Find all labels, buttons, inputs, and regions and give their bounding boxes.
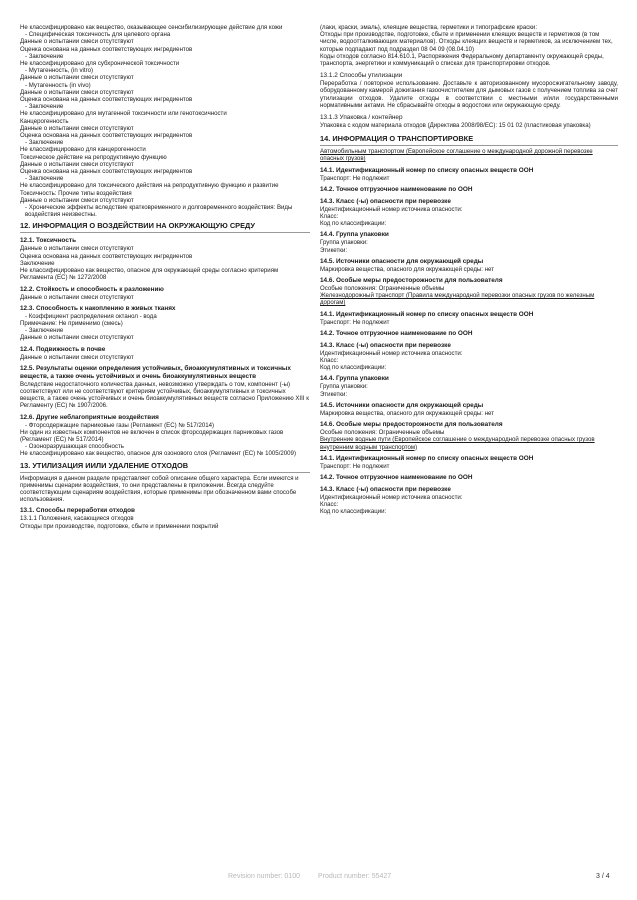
text-line: Идентификационный номер источника опасности:: [320, 349, 463, 357]
text-line: Вследствие недостаточного количества данных, невозможно утверждать о том, компонент (-ы) соответствуют или не соответствуют критериям устойчивых, биоаккумулятивных и токсичных веществ, а также очень устойчивых и очень биоаккумулятивных веществ согласно Приложению XIII к Регламенту (ЕС) № 1907/2006.: [20, 380, 309, 410]
text-line: - Заключение: [25, 327, 64, 335]
text-line: - Хронические эффекты вследствие кратковременного и долговременного воздействия: Виды воздействия неизвестны.: [25, 204, 293, 219]
text-line: Данные о испытании смеси отсутствуют: [20, 160, 134, 168]
subsection-heading: 14.3. Класс (-ы) опасности при перевозке: [320, 485, 451, 493]
text-line: Оценка основана на данных соответствующих ингредиентов: [20, 132, 193, 140]
section-divider: [20, 472, 310, 473]
revision-number: Revision number: 0100: [228, 873, 300, 880]
section-divider: [20, 232, 310, 233]
text-line: Ни один из известных компонентов не включен в список фторсодержащих парниковых газов (Регламент (ЕС) № 517/2014): [20, 428, 284, 443]
subsection-heading: 12.3. Способность к накоплению в живых тканях: [20, 304, 176, 312]
text-line: - Озоноразрушающая способность: [25, 443, 124, 451]
text-line: - Заключение: [25, 103, 64, 111]
text-line: Код по классификации:: [320, 364, 387, 372]
text-line: 13.1.1 Положения, касающиеся отходов: [20, 515, 134, 523]
text-line: Группа упаковки:: [320, 383, 368, 391]
text-line: Данные о испытании смеси отсутствуют: [20, 353, 134, 361]
subsection-heading: 14.1. Идентификационный номер по списку опасных веществ ООН: [320, 310, 534, 318]
text-line: Переработка / повторное использование. Доставьте к авторизованному мусоросжигательному заводу, оборудованному камерой дожигания газоочистителем для дымовых газов с получением топлива за счет утилизации отходов. Удалите отходы в соответствии с местными и/или государственными нормативными актами. Не сбрасывайте отходы в водостоки или окружающую среду.: [320, 80, 618, 109]
transport-mode-heading: Автомобильным транспортом (Европейское соглашение о международной дорожной перевозке опасных грузов): [320, 148, 593, 163]
text-line: - Заключение: [25, 52, 64, 60]
subsection-heading: 14.6. Особые меры предосторожности для пользователя: [320, 421, 503, 429]
text-line: Оценка основана на данных соответствующих ингредиентов: [20, 252, 193, 260]
section-heading: 13. УТИЛИЗАЦИЯ ИИЛИ УДАЛЕНИЕ ОТХОДОВ: [20, 460, 189, 470]
text-line: Данные о испытании смеси отсутствуют: [20, 38, 134, 46]
subsection-heading: 14.4. Группа упаковки: [320, 231, 389, 239]
subsection-heading: 14.5. Источники опасности для окружающей среды: [320, 401, 484, 409]
text-line: Данные о испытании смеси отсутствуют: [20, 74, 134, 82]
subsection-heading: 14.4. Группа упаковки: [320, 375, 389, 383]
text-line: - Специфическая токсичность для целевого органа: [25, 31, 171, 39]
text-line: Не классифицировано как вещество, опасное для озонового слоя (Регламент (ЕС) № 1005/2009): [20, 450, 296, 458]
product-number: Product number: 55427: [318, 873, 392, 880]
subsection-heading: 14.3. Класс (-ы) опасности при перевозке: [320, 341, 451, 349]
subsection-heading: 14.3. Класс (-ы) опасности при перевозке: [320, 197, 451, 205]
text-line: Идентификационный номер источника опасности:: [320, 205, 463, 213]
text-line: Токсическое действие на репродуктивную функцию: [20, 153, 167, 161]
text-line: Канцерогенность: [20, 117, 69, 125]
text-line: Код по классификации:: [320, 508, 387, 516]
text-line: - Мутагенность, (in vitro): [25, 67, 94, 75]
text-line: - Коэффициент распределения октанол - вода: [25, 312, 157, 320]
text-line: Не классифицировано для канцерогенности: [20, 146, 146, 154]
text-line: Данные о испытании смеси отсутствуют: [20, 334, 134, 342]
text-line: Не классифицировано для мутагенной токсичности или генотоксичности: [20, 110, 227, 118]
text-line: Класс:: [320, 357, 339, 365]
page-footer: [0, 873, 637, 887]
text-line: (лаки, краски, эмаль), клеящие вещества, герметики и типографские краски:: [320, 24, 538, 31]
text-line: Информация в данном разделе представляет собой описание общего характера. Если имеются и применимы сценарии воздействия, то они представлены в приложении. Всегда следуйте соответствующим сценариям воздействия, которые применимы при обозначенном вами способе использования.: [20, 474, 299, 504]
text-line: Оценка основана на данных соответствующих ингредиентов: [20, 45, 193, 53]
text-line: Маркировка вещества, опасного для окружающей среды: нет: [320, 265, 495, 273]
text-line: Транспорт: Не подлежит: [320, 174, 390, 182]
subsection-heading: 14.2. Точное отгрузочное наименование по ООН: [320, 473, 473, 481]
subsection-heading: 12.1. Токсичность: [20, 237, 76, 245]
text-line: Идентификационный номер источника опасности:: [320, 493, 463, 501]
subsection-heading: 14.2. Точное отгрузочное наименование по ООН: [320, 185, 473, 193]
text-line: Класс:: [320, 501, 339, 509]
page-number: 3 / 4: [596, 873, 610, 880]
section-heading: 12. ИНФОРМАЦИЯ О ВОЗДЕЙСТВИИ НА ОКРУЖАЮЩУЮ СРЕДУ: [20, 221, 255, 231]
transport-mode-heading: Внутренние водные пути (Европейское соглашение о международной перевозке опасных грузов внутренним водным транспортом): [320, 436, 595, 451]
subsection-heading: 14.1. Идентификационный номер по списку опасных веществ ООН: [320, 166, 534, 174]
text-line: Код по классификации:: [320, 220, 387, 228]
text-line: Этикетки:: [320, 390, 348, 398]
text-line: - Фторсодержащие парниковые газы (Регламент (ЕС) № 517/2014): [25, 421, 215, 429]
subsection-heading: 13.1.2 Способы утилизации: [320, 72, 403, 80]
text-line: Токсичность: Прочие типы воздействия: [20, 189, 132, 197]
text-line: Заключение: [20, 259, 55, 267]
text-line: Группа упаковки:: [320, 239, 368, 247]
subsection-heading: 14.6. Особые меры предосторожности для пользователя: [320, 277, 503, 285]
subsection-heading: 13.1.3 Упаковка / контейнер: [320, 114, 403, 122]
text-line: Особые положения: Ограниченные объемы: [320, 429, 445, 437]
text-line: Особые положения: Ограниченные объемы: [320, 285, 445, 293]
text-line: Транспорт: Не подлежит: [320, 318, 390, 326]
text-line: Коды отходов согласно 814.610.1, Распоряжения Федеральному департаменту окружающей среды, транспорта, энергетики и коммуникаций о списках для транспортировки отходов.: [320, 52, 604, 68]
subsection-heading: 12.4. Подвижность в почве: [20, 345, 106, 353]
left-column: [20, 24, 310, 530]
text-line: Не классифицировано для токсического действия на репродуктивную функцию и развитие: [20, 182, 279, 190]
subsection-heading: 12.6. Другие неблагоприятные воздействия: [20, 413, 159, 421]
text-line: Данные о испытании смеси отсутствуют: [20, 196, 134, 204]
subsection-heading: 13.1. Способы переработки отходов: [20, 507, 135, 515]
text-line: Данные о испытании смеси отсутствуют: [20, 88, 134, 96]
section-divider: [320, 145, 618, 146]
text-line: Оценка основана на данных соответствующих ингредиентов: [20, 168, 193, 176]
text-line: Данные о испытании смеси отсутствуют: [20, 293, 134, 301]
subsection-heading: 14.2. Точное отгрузочное наименование по ООН: [320, 329, 473, 337]
text-line: Этикетки:: [320, 246, 348, 254]
text-line: Не классифицировано как вещество, опасное для окружающей среды согласно критериям Регламента (ЕС) № 1272/2008: [20, 267, 279, 282]
text-line: Не классифицировано для субхронической токсичности: [20, 60, 180, 68]
right-column: [320, 24, 618, 516]
text-line: Примечание: Не применимо (смесь): [20, 319, 123, 327]
text-line: Не классифицировано как вещество, оказывающее сенсибилизирующее действие для кожи: [20, 24, 283, 31]
subsection-heading: 12.5. Результаты оценки определения устойчивых, биоаккумулятивных и токсичных веществ, а также очень устойчивых и очень биоаккумулятивных веществ: [20, 364, 291, 380]
text-line: - Мутагенность (in vivo): [25, 81, 91, 89]
subsection-heading: 14.5. Источники опасности для окружающей среды: [320, 257, 484, 265]
text-line: Данные о испытании смеси отсутствуют: [20, 124, 134, 132]
text-line: Класс:: [320, 213, 339, 221]
text-line: Данные о испытании смеси отсутствуют: [20, 245, 134, 253]
text-line: - Заключение: [25, 175, 64, 183]
text-line: Упаковка с кодом материала отходов (Директива 2008/98/ЕС): 15 01 02 (пластиковая упаковка): [320, 122, 591, 130]
transport-mode-heading: Железнодорожный транспорт (Правила международной перевозки опасных грузов по железным дорогам): [320, 292, 595, 307]
text-line: Транспорт: Не подлежит: [320, 462, 390, 470]
text-line: - Заключение: [25, 139, 64, 147]
subsection-heading: 12.2. Стойкость и способность к разложению: [20, 285, 164, 293]
section-heading: 14. ИНФОРМАЦИЯ О ТРАНСПОРТИРОВКЕ: [320, 134, 474, 144]
text-line: Отходы при производстве, подготовке, сбыте и применении клеящих веществ и герметиков (в том числе, водоотталкивающих материалов). Отходы клеящих веществ и герметиков, за исключением тех, которые подпадают под подраздел 08 04 09 (08.04.10): [320, 31, 613, 53]
text-line: Оценка основана на данных соответствующих ингредиентов: [20, 96, 193, 104]
subsection-heading: 14.1. Идентификационный номер по списку опасных веществ ООН: [320, 454, 534, 462]
text-line: Маркировка вещества, опасного для окружающей среды: нет: [320, 409, 495, 417]
text-line: Отходы при производстве, подготовке, сбыте и применении покрытий: [20, 522, 219, 530]
